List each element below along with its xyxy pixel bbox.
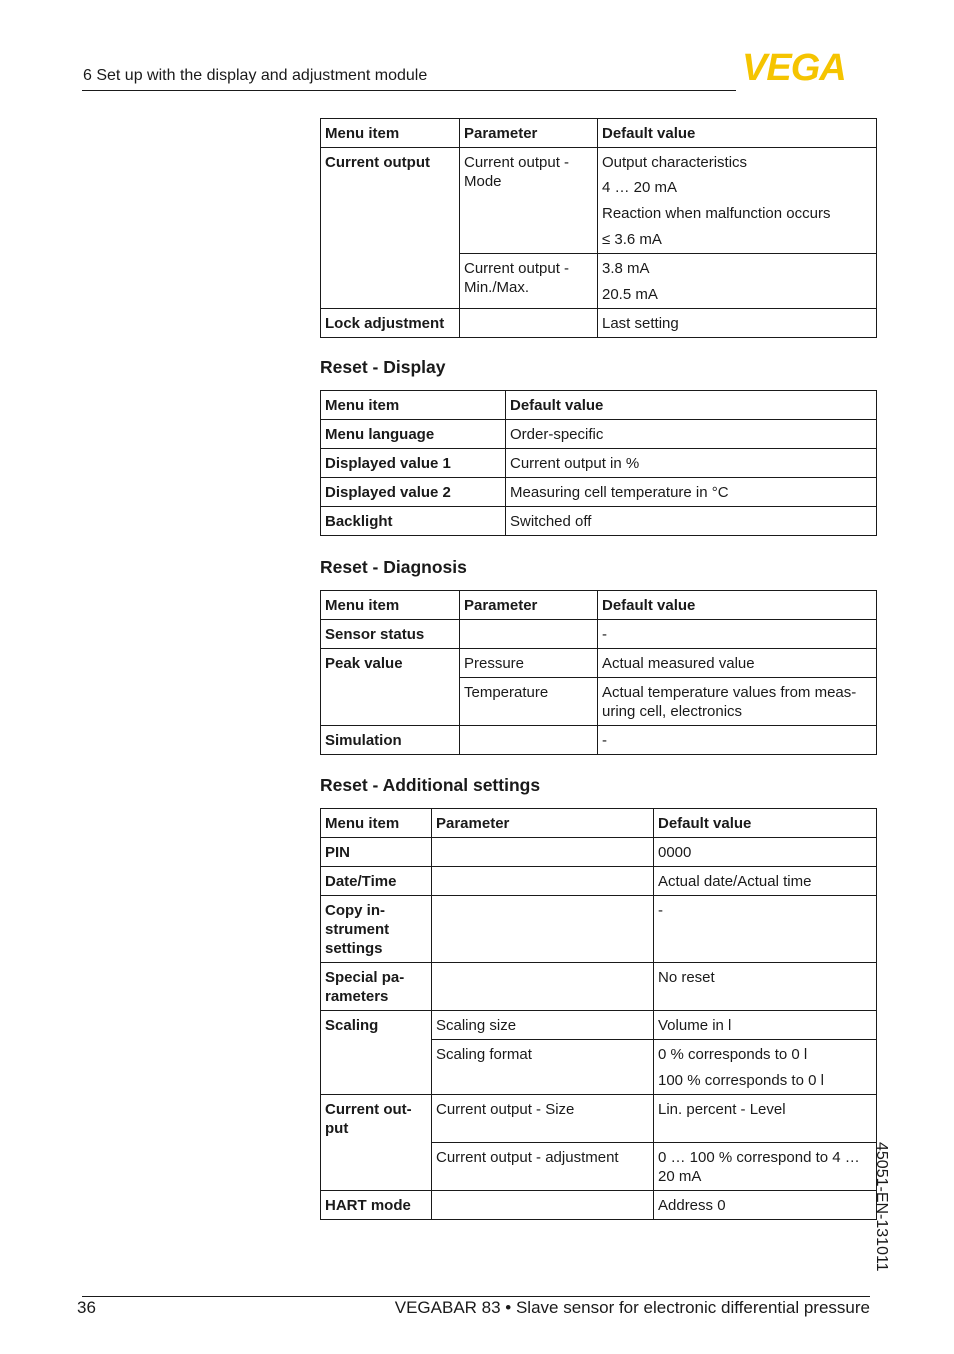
col-parameter: Parameter <box>460 119 598 148</box>
table-row <box>321 148 877 254</box>
table-row <box>321 1011 877 1040</box>
document-code: 45051-EN-131011 <box>873 1142 890 1272</box>
footer-title: VEGABAR 83 • Slave sensor for electronic differential pressure <box>394 1298 870 1317</box>
col-menu-item: Menu item <box>321 809 432 838</box>
menu-item-cell: Simulation <box>321 726 460 755</box>
default-value-cell: 3.8 mA 20.5 mA <box>598 254 877 309</box>
parameter-cell: Scaling size <box>432 1011 654 1040</box>
table-row <box>321 620 877 649</box>
menu-item-cell: Current out-put <box>321 1095 432 1143</box>
table-row <box>321 1095 877 1143</box>
parameter-cell <box>432 867 654 896</box>
menu-item-cell: Displayed value 2 <box>321 478 506 507</box>
table-header-row <box>321 591 877 620</box>
default-value-cell: Order-specific <box>506 420 877 449</box>
table-header-row <box>321 809 877 838</box>
table-row <box>321 896 877 963</box>
table-row <box>321 449 877 478</box>
menu-item-cell: Menu language <box>321 420 506 449</box>
page-number: 36 <box>77 1298 96 1317</box>
menu-item-cell: Lock adjustment <box>321 309 460 338</box>
default-value-cell: Actual measured value <box>598 649 877 678</box>
footer-rule <box>82 1296 870 1297</box>
menu-item-cell: Backlight <box>321 507 506 536</box>
table-row <box>321 1142 877 1190</box>
default-value-cell: Switched off <box>506 507 877 536</box>
menu-item-cell: Scaling <box>321 1011 432 1040</box>
table-row <box>321 963 877 1011</box>
menu-item-cell: Copy in-strument settings <box>321 896 432 963</box>
table-row <box>321 507 877 536</box>
menu-item-cell <box>321 1040 432 1095</box>
vega-logo: VEGA <box>742 47 846 89</box>
header-rule <box>82 90 736 91</box>
table-header-row <box>321 119 877 148</box>
parameter-cell: Pressure <box>460 649 598 678</box>
section-title: Reset - Additional settings <box>320 775 541 795</box>
default-value-cell: - <box>598 726 877 755</box>
table-row <box>321 1190 877 1219</box>
default-value-cell: - <box>598 620 877 649</box>
table-row <box>321 838 877 867</box>
parameter-cell: Current output - Min./Max. <box>460 254 598 309</box>
parameter-cell <box>460 620 598 649</box>
parameter-cell <box>432 963 654 1011</box>
section-title: Reset - Display <box>320 357 446 377</box>
menu-item-cell: Date/Time <box>321 867 432 896</box>
menu-item-cell <box>321 678 460 726</box>
col-parameter: Parameter <box>460 591 598 620</box>
menu-item-cell <box>321 1142 432 1190</box>
parameter-cell: Current output - Size <box>432 1095 654 1143</box>
table-row <box>321 420 877 449</box>
col-default-value: Default value <box>506 391 877 420</box>
col-menu-item: Menu item <box>321 391 506 420</box>
default-value-cell: 0 % corresponds to 0 l 100 % corresponds to 0 l <box>654 1040 877 1095</box>
default-value-cell: Lin. percent - Level <box>654 1095 877 1143</box>
table-row <box>321 478 877 507</box>
parameter-cell: Temperature <box>460 678 598 726</box>
default-value-cell: - <box>654 896 877 963</box>
table-row <box>321 867 877 896</box>
col-default-value: Default value <box>598 591 877 620</box>
default-value-cell: 0 … 100 % correspond to 4 … 20 mA <box>654 1142 877 1190</box>
section-title: Reset - Diagnosis <box>320 557 467 577</box>
reset-additional-table <box>320 808 877 1220</box>
parameter-cell <box>432 1190 654 1219</box>
parameter-cell <box>432 838 654 867</box>
reset-display-table <box>320 390 877 536</box>
table-row <box>321 649 877 678</box>
default-value-cell: No reset <box>654 963 877 1011</box>
table-row <box>321 254 877 309</box>
default-value-cell: Output characteristics 4 … 20 mA Reaction when malfunction occurs ≤ 3.6 mA <box>598 148 877 254</box>
col-menu-item: Menu item <box>321 119 460 148</box>
default-value-cell: Address 0 <box>654 1190 877 1219</box>
table-row <box>321 309 877 338</box>
col-menu-item: Menu item <box>321 591 460 620</box>
col-parameter: Parameter <box>432 809 654 838</box>
parameter-cell: Scaling format <box>432 1040 654 1095</box>
parameter-cell <box>460 726 598 755</box>
col-default-value: Default value <box>654 809 877 838</box>
default-value-cell: 0000 <box>654 838 877 867</box>
parameter-cell <box>432 896 654 963</box>
parameter-cell: Current output - adjustment <box>432 1142 654 1190</box>
menu-item-cell <box>321 254 460 309</box>
default-value-cell: Last setting <box>598 309 877 338</box>
menu-item-cell: Displayed value 1 <box>321 449 506 478</box>
table-row <box>321 1040 877 1095</box>
default-value-cell: Measuring cell temperature in °C <box>506 478 877 507</box>
running-header: 6 Set up with the display and adjustment module <box>83 67 428 84</box>
current-output-table <box>320 118 877 338</box>
table-header-row <box>321 391 877 420</box>
col-default-value: Default value <box>598 119 877 148</box>
default-value-cell: Volume in l <box>654 1011 877 1040</box>
menu-item-cell: PIN <box>321 838 432 867</box>
parameter-cell: Current output - Mode <box>460 148 598 254</box>
default-value-cell: Actual temperature values from meas-uring cell, electronics <box>598 678 877 726</box>
table-row <box>321 726 877 755</box>
reset-diagnosis-table <box>320 590 877 755</box>
menu-item-cell: Peak value <box>321 649 460 678</box>
menu-item-cell: Current output <box>321 148 460 254</box>
parameter-cell <box>460 309 598 338</box>
table-row <box>321 678 877 726</box>
default-value-cell: Actual date/Actual time <box>654 867 877 896</box>
menu-item-cell: HART mode <box>321 1190 432 1219</box>
default-value-cell: Current output in % <box>506 449 877 478</box>
menu-item-cell: Sensor status <box>321 620 460 649</box>
menu-item-cell: Special pa-rameters <box>321 963 432 1011</box>
